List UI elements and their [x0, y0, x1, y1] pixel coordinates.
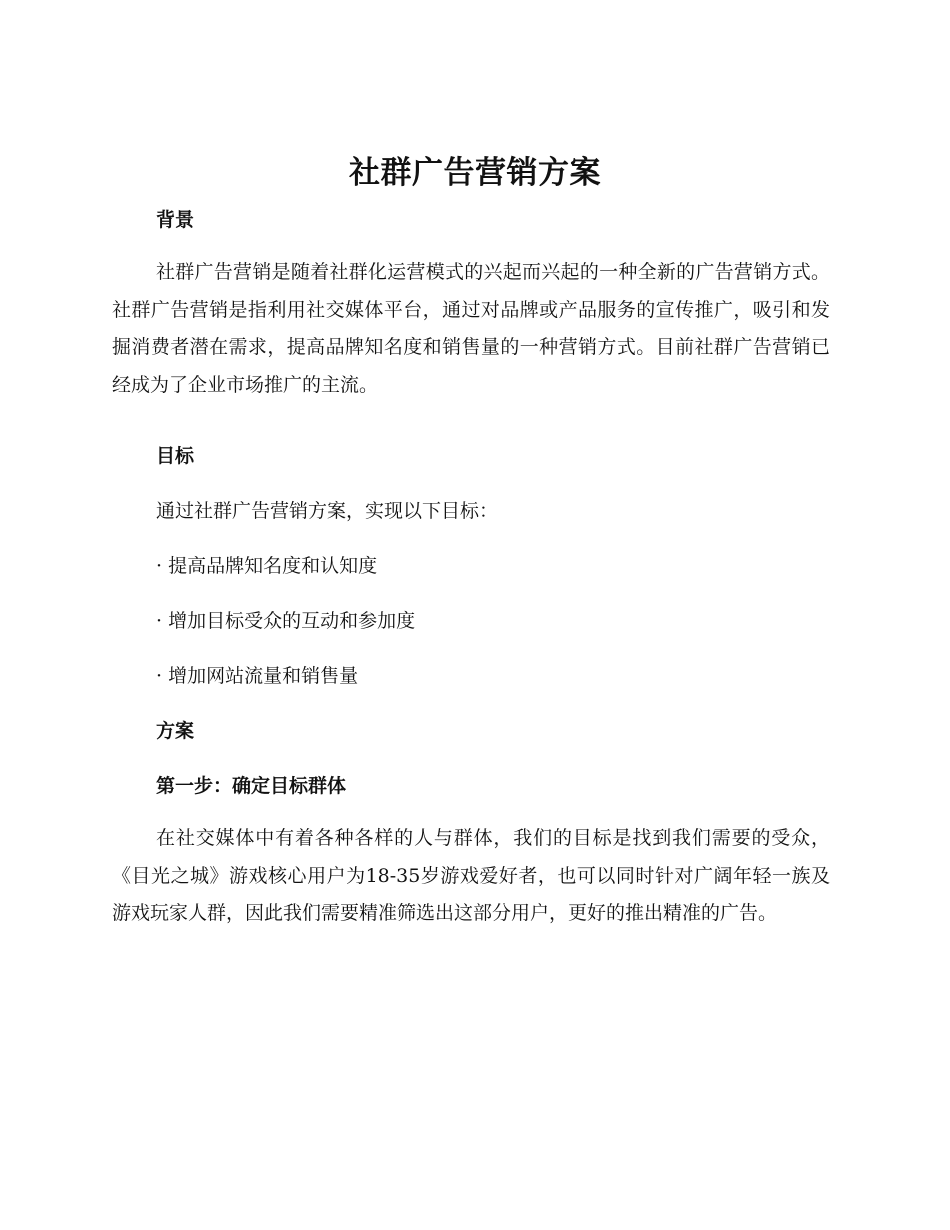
plan-step1-heading: 第一步：确定目标群体 — [156, 775, 347, 797]
document-title: 社群广告营销方案 — [349, 155, 601, 191]
goal-list-item: · 增加网站流量和销售量 — [156, 665, 359, 687]
background-paragraph: 社群广告营销是随着社群化运营模式的兴起而兴起的一种全新的广告营销方式。社群广告营销是指利用社交媒体平台，通过对品牌或产品服务的宣传推广，吸引和发掘消费者潜在需求，提高品牌知名度和销售量的一种营销方式。目前社群广告营销已经成为了企业市场推广的主流。 — [112, 261, 830, 396]
goals-intro-text: 通过社群广告营销方案，实现以下目标： — [156, 500, 499, 522]
section-heading-goals: 目标 — [156, 445, 195, 467]
goal-list-item: · 提高品牌知名度和认知度 — [156, 555, 378, 577]
plan-step1-paragraph: 在社交媒体中有着各种各样的人与群体，我们的目标是找到我们需要的受众，《目光之城》游戏核心用户为18-35岁游戏爱好者，也可以同时针对广阔年轻一族及游戏玩家人群，因此我们需要精准筛选出这部分用户，更好的推出精准的广告。 — [112, 827, 830, 924]
goal-list-item: · 增加目标受众的互动和参加度 — [156, 610, 416, 632]
section-heading-background: 背景 — [156, 209, 195, 231]
section-heading-plan: 方案 — [156, 720, 195, 742]
